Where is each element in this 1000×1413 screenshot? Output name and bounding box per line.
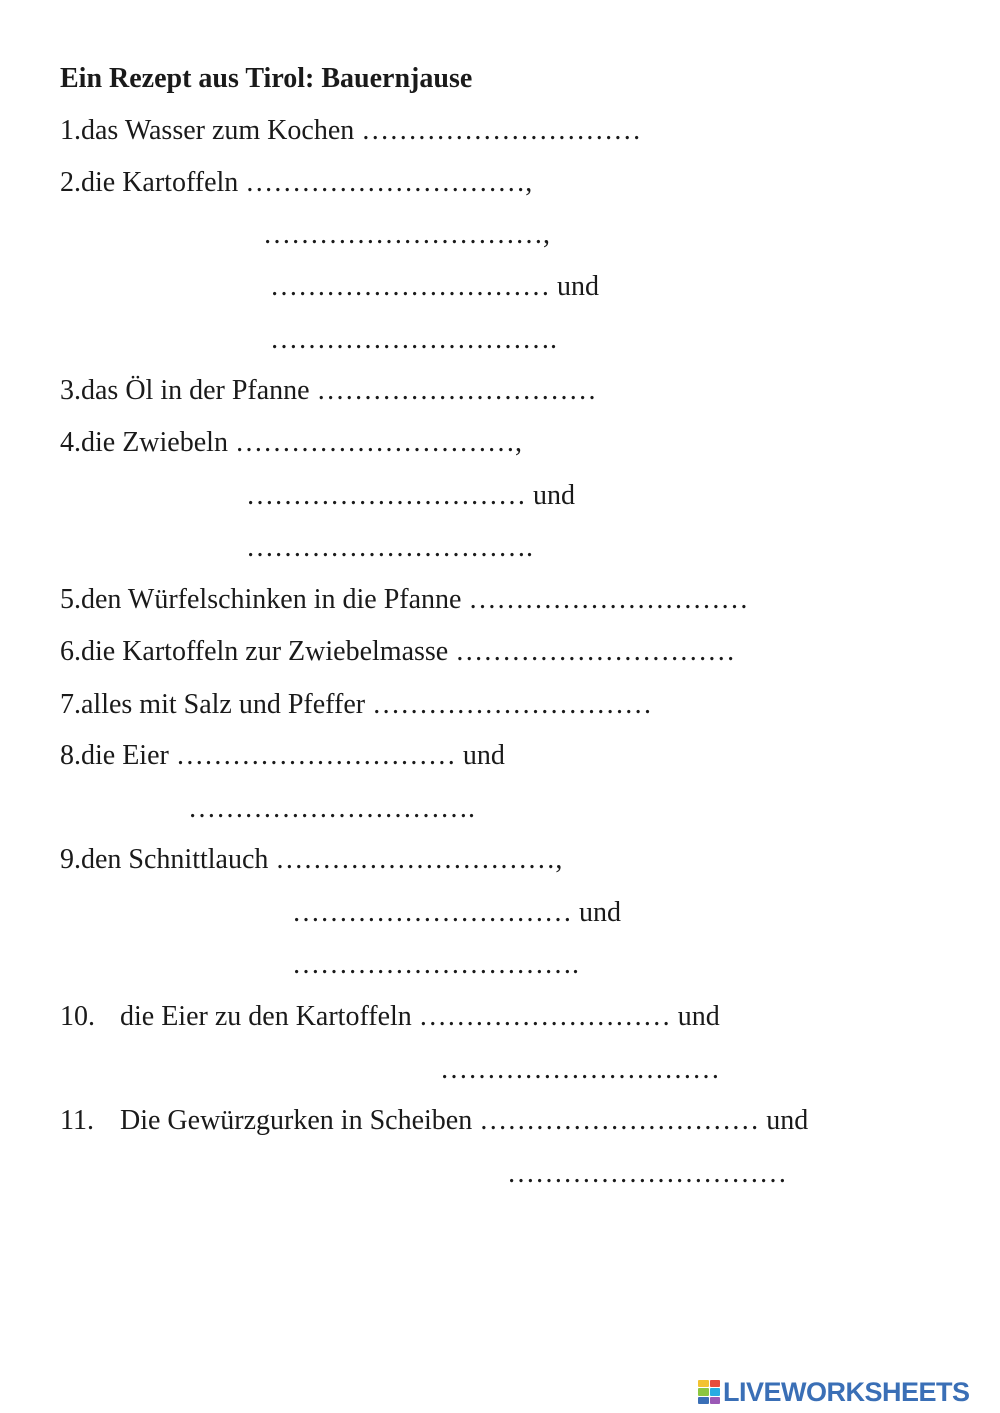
item-11	[60, 1105, 808, 1137]
item-7: 7.alles mit Salz und Pfeffer …………………………	[60, 689, 653, 720]
item-3: 3.das Öl in der Pfanne …………………………	[60, 375, 597, 406]
item-1: 1.das Wasser zum Kochen …………………………	[60, 115, 642, 146]
item-10-number: 10.	[60, 1001, 95, 1032]
item-2-blank-3: ………………………… und	[270, 271, 599, 302]
item-4-blank-3: ………………………….	[246, 532, 533, 563]
logo-block	[698, 1397, 709, 1404]
item-8: 8.die Eier ………………………… und	[60, 740, 505, 771]
item-9-blank-3: ………………………….	[292, 949, 579, 980]
logo-block	[710, 1397, 721, 1404]
item-5: 5.den Würfelschinken in die Pfanne …………………………	[60, 584, 749, 615]
logo-block	[710, 1388, 721, 1395]
item-11-number: 11.	[60, 1105, 94, 1136]
item-8-blank-2: ………………………….	[188, 793, 475, 824]
worksheet-title: Ein Rezept aus Tirol: Bauernjause	[60, 63, 473, 94]
item-11-text: Die Gewürzgurken in Scheiben ………………………… und	[120, 1105, 809, 1136]
logo-text: LIVEWORKSHEETS	[723, 1376, 970, 1407]
logo-block	[698, 1388, 709, 1395]
logo-block	[710, 1380, 721, 1387]
item-10-blank-2: …………………………	[440, 1054, 720, 1085]
item-10-text: die Eier zu den Kartoffeln ……………………… und	[120, 1001, 720, 1032]
item-10	[60, 1001, 720, 1033]
item-11-blank-2: …………………………	[507, 1158, 787, 1189]
item-4: 4.die Zwiebeln …………………………,	[60, 427, 522, 458]
item-9: 9.den Schnittlauch …………………………,	[60, 844, 563, 875]
logo-mark-icon	[698, 1380, 720, 1404]
item-2-blank-4: ………………………….	[270, 324, 557, 355]
item-6: 6.die Kartoffeln zur Zwiebelmasse …………………………	[60, 636, 736, 667]
item-9-blank-2: ………………………… und	[292, 897, 621, 928]
liveworksheets-logo	[698, 1376, 970, 1408]
item-2-blank-2: …………………………,	[263, 219, 550, 250]
item-4-blank-2: ………………………… und	[246, 480, 575, 511]
item-2: 2.die Kartoffeln …………………………,	[60, 167, 533, 198]
logo-block	[698, 1380, 709, 1387]
